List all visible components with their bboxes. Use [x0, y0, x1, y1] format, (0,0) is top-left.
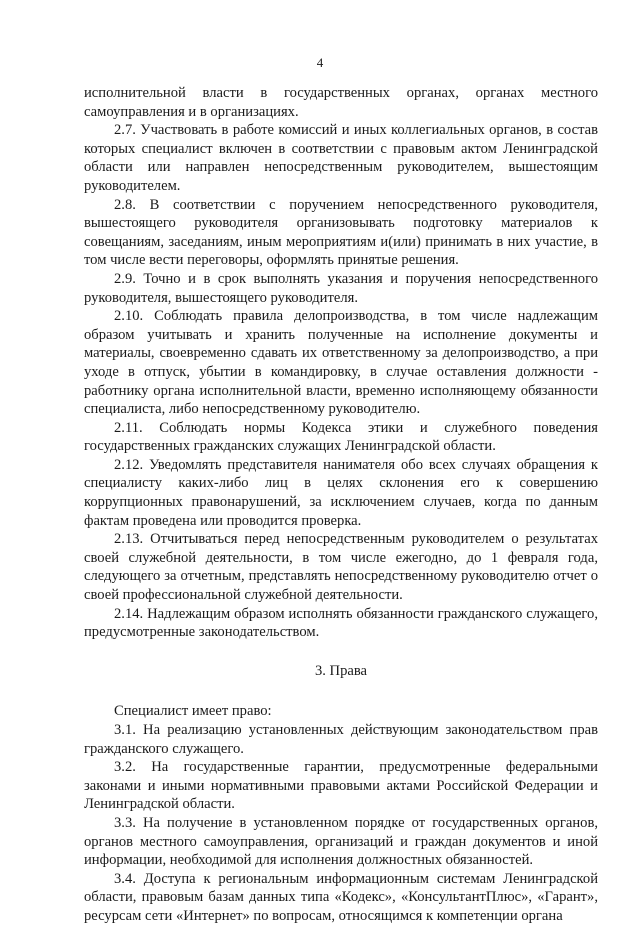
paragraph: 2.7. Участвовать в работе комиссий и иных коллегиальных органов, в состав которых специалист включен в соответствии с правовым актом Ленинградской области или направлен непосредственным руководителем, вышестоящим руководителем.: [84, 122, 598, 194]
paragraph: 2.13. Отчитываться перед непосредственным руководителем о результатах своей служебной деятельности, в том числе ежегодно, до 1 февраля года, следующего за отчетным, представлять непосредственному руководителю отчет о своей профессиональной служебной деятельности.: [84, 531, 598, 604]
paragraph: 2.11. Соблюдать нормы Кодекса этики и служебного поведения государственных гражданских служащих Ленинградской области.: [84, 419, 598, 455]
paragraph: 3.2. На государственные гарантии, предусмотренные федеральными законами и иными нормативными правовыми актами Российской Федерации и Ленинградской области.: [84, 759, 598, 813]
duties-section: [84, 84, 598, 642]
paragraph: Специалист имеет право:: [114, 703, 272, 720]
paragraph: 2.9. Точно и в срок выполнять указания и поручения непосредственного руководителя, вышестоящего руководителя.: [84, 270, 598, 306]
rights-section: [84, 702, 598, 925]
page-number: 4: [316, 55, 324, 70]
paragraph: исполнительной власти в государственных органах, органах местного самоуправления и в организациях.: [84, 85, 598, 120]
paragraph: 3.1. На реализацию установленных действующим законодательством прав гражданского служащего.: [84, 722, 598, 757]
paragraph: 2.10. Соблюдать правила делопроизводства, в том числе надлежащим образом учитывать и хранить полученные на исполнение документы и материалы, своевременно сдавать их ответственному за делопроизводство, а при уходе в отпуск, убытии в командировку, в случае оставления должности - работнику органа исполнительной власти, временно исполняющему обязанности специалиста, либо непосредственному руководителю.: [84, 308, 598, 418]
paragraph: 2.8. В соответствии с поручением непосредственного руководителя, вышестоящего руководителя организовывать подготовку материалов к совещаниям, заседаниям, иным мероприятиям и(или) принимать в них участие, в том числе вести переговоры, оформлять принятые решения.: [84, 196, 598, 269]
paragraph: 3.4. Доступа к региональным информационным системам Ленинградской области, правовым базам данных типа «Кодекс», «КонсультантПлюс», «Гарант», ресурсам сети «Интернет» по вопросам, относящимся к компетенции органа: [84, 870, 598, 924]
paragraph: 2.14. Надлежащим образом исполнять обязанности гражданского служащего, предусмотренные законодательством.: [84, 605, 598, 641]
paragraph: 3.3. На получение в установленном порядке от государственных органов, органов местного самоуправления, организаций и граждан документов и иной информации, необходимой для исполнения должностных обязанностей.: [84, 814, 598, 869]
document-body: [84, 84, 598, 926]
paragraph: 2.12. Уведомлять представителя нанимателя обо всех случаях обращения к специалисту каких-либо лиц в целях склонения его к совершению коррупционных правонарушений, за исключением случаев, когда по данным фактам проведена или проводится проверка.: [84, 456, 598, 529]
section-title: 3. Права: [314, 662, 368, 679]
